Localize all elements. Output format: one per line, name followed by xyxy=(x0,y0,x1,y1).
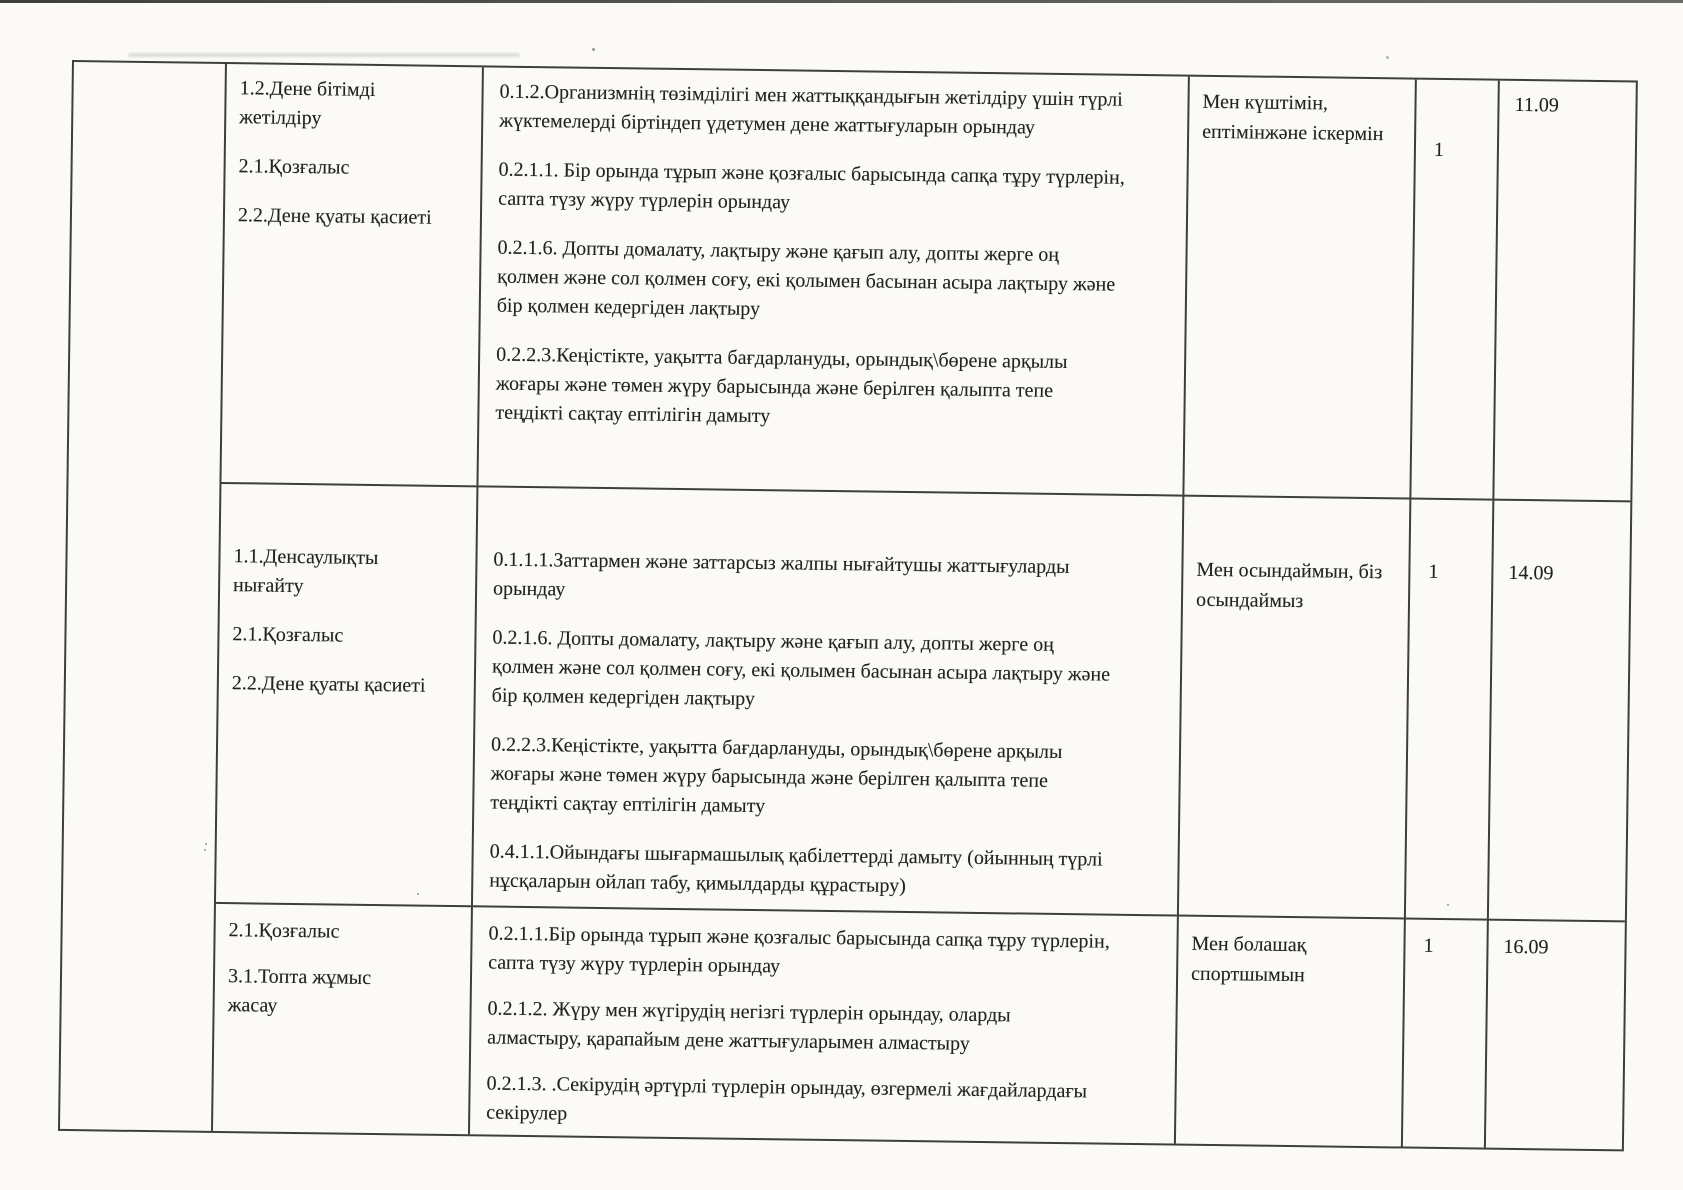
learning-objective-item: 0.2.1.1. Бір орында тұрып және қозғалыс барысында сапқа тұру түрлерін, сапта түзу жүру түрлерін орындау xyxy=(498,158,1125,214)
objective-item: 2.2.Дене қуаты қасиеті xyxy=(231,672,426,697)
lesson-plan-table xyxy=(58,60,1638,1151)
scan-top-edge-artifact xyxy=(0,0,1683,3)
theme-cell: Мен күштімін, ептімінжәне іскермін xyxy=(1182,77,1414,498)
empty-spanner-cell xyxy=(60,62,225,1131)
theme-cell: Мен осындаймын, біз осындаймыз xyxy=(1177,495,1409,918)
hours-cell: 1 xyxy=(1409,80,1497,499)
learning-objective-item: 0.2.1.1.Бір орында тұрып және қозғалыс барысында сапқа тұру түрлерін, сапта түзу жүру түрлерін орындау xyxy=(488,922,1110,978)
objective-item: 3.1.Топта жұмыс жасау xyxy=(227,965,372,1017)
learning-objective-item: 0.1.2.Организмнің төзімділігі мен жаттыққандығын жетілдіру үшін түрлі жүктемелерді біртіндеп үдетумен дене жаттығуларын орындау xyxy=(499,80,1123,139)
objectives-cell xyxy=(214,482,476,905)
objective-item: 2.1.Қозғалыс xyxy=(238,155,350,179)
hours-cell: 1 xyxy=(1401,918,1487,1148)
date-cell: 16.09 xyxy=(1484,919,1625,1150)
theme-cell: Мен болашақ спортшымын xyxy=(1174,915,1404,1147)
learning-objective-item: 0.4.1.1.Ойындағы шығармашылық қабілеттерді дамыту (ойынның түрлі нұсқаларын ойлап табу, қимылдарды құрастыру) xyxy=(489,840,1103,897)
date-cell: 14.09 xyxy=(1487,499,1630,921)
learning-objectives-cell xyxy=(476,67,1187,494)
date-cell: 11.09 xyxy=(1492,81,1635,501)
objective-item: 2.1.Қозғалыс xyxy=(232,623,344,647)
learning-objective-item: 0.2.1.6. Допты домалату, лақтыру және қағып алу, допты жерге оң қолмен және сол қолмен соғу, екі қолымен басынан асыра лақтыру және бір қолмен кедергіден лақтыру xyxy=(496,236,1116,321)
objective-item: 2.2.Дене қуаты қасиеті xyxy=(237,204,432,229)
learning-objective-item: 0.2.2.3.Кеңістікте, уақытта бағдарлануды, орындық\бөрене арқылы жоғары және төмен жүру барысында және берілген қалыпта тепе теңдікті сақтау ептілігін дамыту xyxy=(490,733,1063,818)
objective-item: 2.1.Қозғалыс xyxy=(228,919,340,943)
objectives-cell xyxy=(219,64,481,485)
hours-cell: 1 xyxy=(1404,498,1492,919)
learning-objective-item: 0.1.1.1.Заттармен және заттарсыз жалпы нығайтушы жаттығуларды орындау xyxy=(492,548,1070,601)
scan-smudge-artifact xyxy=(128,53,520,57)
learning-objective-item: 0.2.1.2. Жүру мен жүгірудің негізгі түрлерін орындау, оларды алмастыру, қарапайым дене жаттығуларымен алмастыру xyxy=(487,997,1011,1055)
objectives-cell xyxy=(211,902,471,1134)
learning-objective-item: 0.2.1.3. .Секірудің әртүрлі түрлерін орындау, өзгермелі жағдайлардағы секірулер xyxy=(486,1072,1088,1125)
scan-speck xyxy=(1386,56,1389,59)
learning-objectives-cell xyxy=(468,905,1177,1143)
objective-item: 1.1.Денсаулықты нығайту xyxy=(232,545,379,598)
learning-objective-item: 0.2.1.6. Допты домалату, лақтыру және қағып алу, допты жерге оң қолмен және сол қолмен соғу, екі қолымен басынан асыра лақтыру және бір қолмен кедергіден лақтыру xyxy=(491,626,1111,710)
learning-objective-item: 0.2.2.3.Кеңістікте, уақытта бағдарлануды, орындық\бөрене арқылы жоғары және төмен жүру барысында және берілген қалыпта тепе теңдікті сақтау ептілігін дамыту xyxy=(495,343,1068,428)
learning-objectives-cell xyxy=(471,485,1182,914)
objective-item: 1.2.Дене бітімді жетілдіру xyxy=(239,77,376,130)
scan-speck xyxy=(592,48,595,51)
